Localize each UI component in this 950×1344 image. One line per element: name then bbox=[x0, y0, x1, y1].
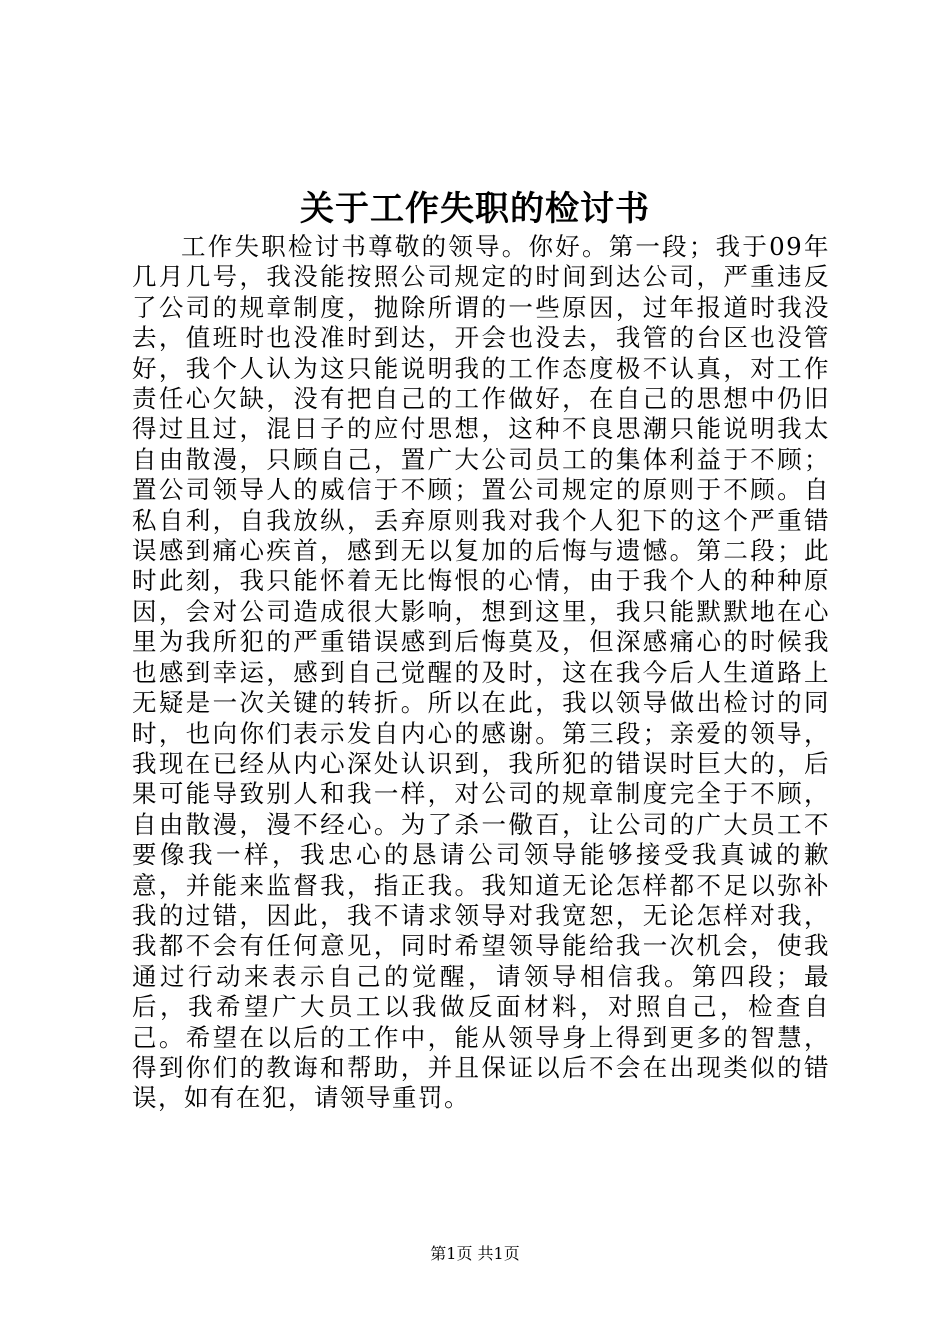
document-body: 工作失职检讨书尊敬的领导。你好。第一段；我于09年几月几号，我没能按照公司规定的时间到达公司，严重违反了公司的规章制度，抛除所谓的一些原因，过年报道时我没去，值班时也没准时到达，开会也没去，我管的台区也没管好，我个人认为这只能说明我的工作态度极不认真，对工作责任心欠缺，没有把自己的工作做好，在自己的思想中仍旧得过且过，混日子的应付思想，这种不良思潮只能说明我太自由散漫，只顾自己，置广大公司员工的集体利益于不顾；置公司领导人的威信于不顾；置公司规定的原则于不顾。自私自利，自我放纵，丢弃原则我对我个人犯下的这个严重错误感到痛心疾首，感到无以复加的后悔与遗憾。第二段；此时此刻，我只能怀着无比悔恨的心情，由于我个人的种种原因，会对公司造成很大影响，想到这里，我只能默默地在心里为我所犯的严重错误感到后悔莫及，但深感痛心的时候我也感到幸运，感到自己觉醒的及时，这在我今后人生道路上无疑是一次关键的转折。所以在此，我以领导做出检讨的同时，也向你们表示发自内心的感谢。第三段；亲爱的领导，我现在已经从内心深处认识到，我所犯的错误时巨大的，后果可能导致别人和我一样，对公司的规章制度完全于不顾，自由散漫，漫不经心。为了杀一儆百，让公司的广大员工不要像我一样，我忠心的恳请公司领导能够接受我真诚的歉意，并能来监督我，指正我。我知道无论怎样都不足以弥补我的过错，因此，我不请求领导对我宽恕，无论怎样对我，我都不会有任何意见，同时希望领导能给我一次机会，使我通过行动来表示自己的觉醒，请领导相信我。第四段；最后，我希望广大员工以我做反面材料，对照自己，检查自己。希望在以后的工作中，能从领导身上得到更多的智慧，得到你们的教诲和帮助，并且保证以后不会在出现类似的错误，如有在犯，请领导重罚。 bbox=[132, 232, 830, 1113]
page-footer: 第1页 共1页 bbox=[430, 1244, 520, 1263]
document-title: 关于工作失职的检讨书 bbox=[300, 189, 650, 229]
